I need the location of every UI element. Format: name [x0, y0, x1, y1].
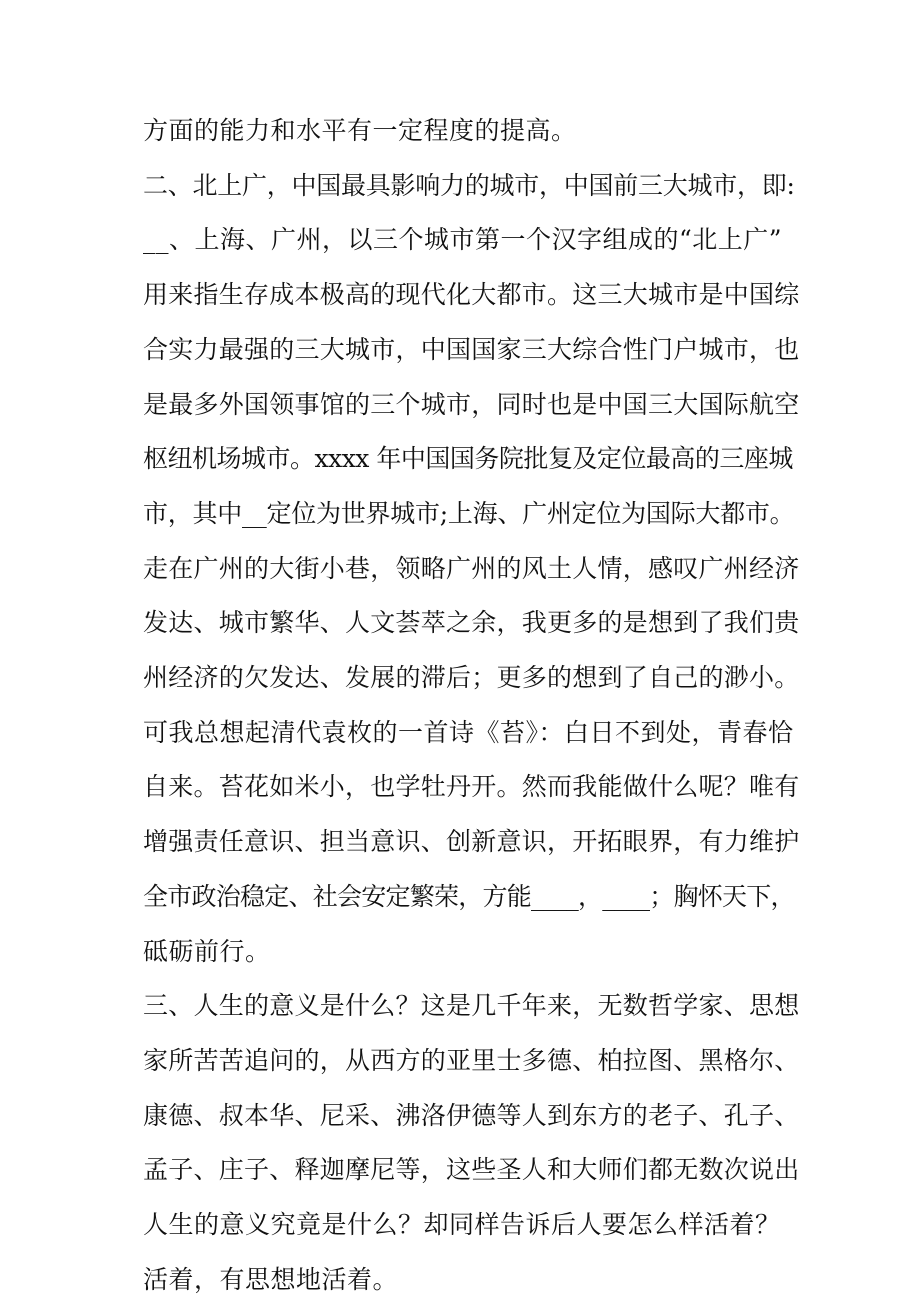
text-line: 增强责任意识、担当意识、创新意识，开拓眼界，有力维护 [143, 827, 800, 856]
text-line: 合实力最强的三大城市，中国国家三大综合性门户城市，也 [143, 335, 800, 364]
text-line: 走在广州的大街小巷，领略广州的风土人情，感叹广州经济 [143, 554, 800, 583]
text-line: 发达、城市繁华、人文荟萃之余，我更多的是想到了我们贵 [143, 608, 800, 637]
text-line: 康德、叔本华、尼采、沸洛伊德等人到东方的老子、孔子、 [143, 1101, 800, 1130]
text-line: 家所苦苦追问的，从西方的亚里士多德、柏拉图、黑格尔、 [143, 1046, 800, 1075]
text-line: 砥砺前行。 [143, 937, 271, 966]
text-line: 三、人生的意义是什么？这是几千年来，无数哲学家、思想 [143, 991, 800, 1020]
text-line: 自来。苔花如米小，也学牡丹开。然而我能做什么呢？唯有 [143, 772, 800, 801]
text-line: 孟子、庄子、释迦摩尼等，这些圣人和大师们都无数次说出 [143, 1155, 800, 1184]
text-line: 方面的能力和水平有一定程度的提高。 [143, 116, 577, 145]
text-line: 枢纽机场城市。xxxx 年中国国务院批复及定位最高的三座城 [143, 444, 793, 473]
text-line: 市，其中__定位为世界城市;上海、广州定位为国际大都市。 [143, 499, 795, 528]
text-line: 全市政治稳定、社会安定繁荣，方能____，____；胸怀天下， [143, 882, 795, 911]
text-line: 活着，有思想地活着。 [143, 1265, 399, 1294]
text-line: 人生的意义究竟是什么？却同样告诉后人要怎么样活着？ [143, 1210, 781, 1239]
text-line: 是最多外国领事馆的三个城市，同时也是中国三大国际航空 [143, 390, 800, 419]
text-line: 用来指生存成本极高的现代化大都市。这三大城市是中国综 [143, 280, 800, 309]
text-line: 二、北上广，中国最具影响力的城市，中国前三大城市，即: [143, 171, 795, 200]
text-line: __、上海、广州，以三个城市第一个汉字组成的“北上广” [143, 225, 783, 254]
text-line: 可我总想起清代袁枚的一首诗《苔》：白日不到处，青春恰 [143, 718, 794, 747]
text-line: 州经济的欠发达、发展的滞后；更多的想到了自己的渺小。 [143, 663, 800, 692]
